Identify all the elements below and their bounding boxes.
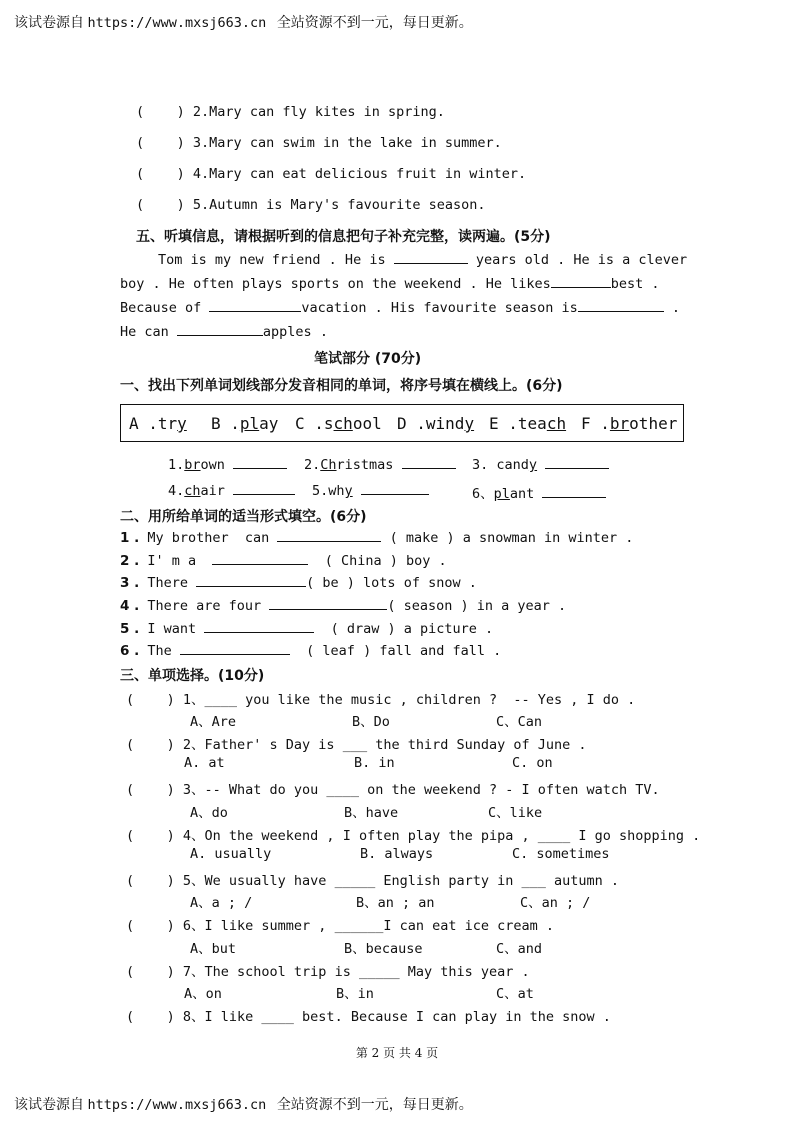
answer-blank[interactable] — [542, 485, 606, 498]
mc-question-5: ( ) 5、We usually have _____ English party in ___ autumn . — [126, 873, 620, 889]
phonics-word-3: 3. candy — [472, 456, 609, 473]
mc-option[interactable]: A. usually — [190, 846, 272, 862]
mc-question-6: ( ) 6、I like summer , ______I can eat ice cream . — [126, 918, 555, 934]
mc-option[interactable]: C、Can — [496, 714, 543, 730]
answer-blank[interactable] — [177, 323, 263, 336]
answer-blank[interactable] — [277, 529, 381, 542]
answer-blank[interactable] — [361, 482, 429, 495]
answer-blank[interactable] — [180, 642, 290, 655]
phonics-word-4: 4.chair — [168, 482, 295, 499]
mc-option[interactable]: B、in — [336, 986, 374, 1002]
mc-option[interactable]: C. on — [512, 755, 553, 771]
banner-prefix: 该试卷源自 — [14, 1098, 84, 1113]
part2-title: 二、用所给单词的适当形式填空。(6分) — [120, 509, 367, 525]
fill-item-6: 6 . The ( leaf ) fall and fall . — [120, 643, 502, 659]
phonics-word-2: 2.Christmas — [304, 456, 456, 473]
section5-line3: Because of vacation . His favourite season is . — [120, 300, 681, 316]
phonics-word-6: 6、plant — [472, 482, 606, 502]
mc-option[interactable]: A、on — [184, 986, 222, 1002]
mc-option[interactable]: B、have — [344, 805, 399, 821]
fill-item-4: 4 . There are four ( season ) in a year . — [120, 598, 567, 614]
answer-blank[interactable] — [545, 456, 609, 469]
section5-line2: boy . He often plays sports on the weekend . He likes best . — [120, 276, 660, 292]
answer-blank[interactable] — [212, 552, 308, 565]
header-banner — [14, 12, 473, 32]
mc-option[interactable]: A、Are — [190, 714, 237, 730]
phonics-word-5: 5.why — [312, 482, 429, 499]
mc-question-8: ( ) 8、I like ____ best. Because I can play in the snow . — [126, 1009, 611, 1025]
section5-line1: Tom is my new friend . He is years old . He is a clever — [158, 252, 688, 268]
mc-option[interactable]: B. always — [360, 846, 434, 862]
mc-question-4: ( ) 4、On the weekend , I often play the pipa , ____ I go shopping . — [126, 828, 701, 844]
answer-blank[interactable] — [402, 456, 456, 469]
fill-item-1: 1 . My brother can ( make ) a snowman in winter . — [120, 530, 634, 546]
answer-blank[interactable] — [578, 299, 664, 312]
banner-url[interactable]: https://www.mxsj663.cn — [87, 15, 267, 31]
option-b: B .play — [211, 414, 279, 433]
answer-blank[interactable] — [196, 574, 306, 587]
answer-blank[interactable] — [233, 482, 295, 495]
listening-item-3: ( ) 3.Mary can swim in the lake in summer. — [136, 135, 502, 151]
mc-option[interactable]: A、but — [190, 941, 237, 957]
part3-title: 三、单项选择。(10分) — [120, 668, 265, 684]
mc-option[interactable]: B、because — [344, 941, 423, 957]
mc-question-2: ( ) 2、Father' s Day is ___ the third Sunday of June . — [126, 737, 587, 753]
mc-option[interactable]: A、a ; / — [190, 895, 253, 911]
phonics-options-box — [120, 404, 684, 442]
option-e: E .teach — [489, 414, 567, 433]
mc-question-1: ( ) 1、____ you like the music , children ? -- Yes , I do . — [126, 692, 636, 708]
page-number: 第 2 页 共 4 页 — [355, 1046, 439, 1060]
mc-option[interactable]: A、do — [190, 805, 228, 821]
answer-blank[interactable] — [233, 456, 287, 469]
banner-suffix: 全站资源不到一元，每日更新。 — [276, 1098, 473, 1113]
mc-question-7: ( ) 7、The school trip is _____ May this year . — [126, 964, 530, 980]
listening-item-5: ( ) 5.Autumn is Mary's favourite season. — [136, 197, 486, 213]
option-f: F .brother — [581, 414, 678, 433]
fill-item-5: 5 . I want ( draw ) a picture . — [120, 621, 494, 637]
option-d: D .windy — [397, 414, 475, 433]
banner-url[interactable]: https://www.mxsj663.cn — [87, 1097, 267, 1113]
mc-option[interactable]: C、like — [488, 805, 543, 821]
written-part-title: 笔试部分 (70分) — [314, 351, 422, 367]
mc-option[interactable]: C、at — [496, 986, 534, 1002]
footer-banner — [14, 1094, 473, 1114]
mc-option[interactable]: B、an ; an — [356, 895, 435, 911]
mc-option[interactable]: C、an ; / — [520, 895, 591, 911]
part1-title: 一、找出下列单词划线部分发音相同的单词，将序号填在横线上。(6分) — [120, 378, 563, 394]
option-a: A .try — [129, 414, 187, 433]
answer-blank[interactable] — [204, 620, 314, 633]
mc-option[interactable]: C、and — [496, 941, 543, 957]
mc-question-3: ( ) 3、-- What do you ____ on the weekend ? - I often watch TV. — [126, 782, 660, 798]
fill-item-3: 3 . There ( be ) lots of snow . — [120, 575, 477, 591]
mc-option[interactable]: C. sometimes — [512, 846, 610, 862]
section5-line4: He can apples . — [120, 324, 328, 340]
section5-title: 五、听填信息，请根据听到的信息把句子补充完整，读两遍。(5分) — [136, 229, 551, 245]
mc-option[interactable]: B. in — [354, 755, 395, 771]
banner-prefix: 该试卷源自 — [14, 16, 84, 31]
listening-item-2: ( ) 2.Mary can fly kites in spring. — [136, 104, 445, 120]
option-c: C .school — [295, 414, 382, 433]
answer-blank[interactable] — [269, 597, 387, 610]
banner-suffix: 全站资源不到一元，每日更新。 — [276, 16, 473, 31]
phonics-word-1: 1.brown — [168, 456, 287, 473]
answer-blank[interactable] — [394, 251, 468, 264]
mc-option[interactable]: B、Do — [352, 714, 390, 730]
answer-blank[interactable] — [551, 275, 611, 288]
listening-item-4: ( ) 4.Mary can eat delicious fruit in winter. — [136, 166, 527, 182]
mc-option[interactable]: A. at — [184, 755, 225, 771]
answer-blank[interactable] — [209, 299, 301, 312]
fill-item-2: 2 . I' m a ( China ) boy . — [120, 553, 447, 569]
